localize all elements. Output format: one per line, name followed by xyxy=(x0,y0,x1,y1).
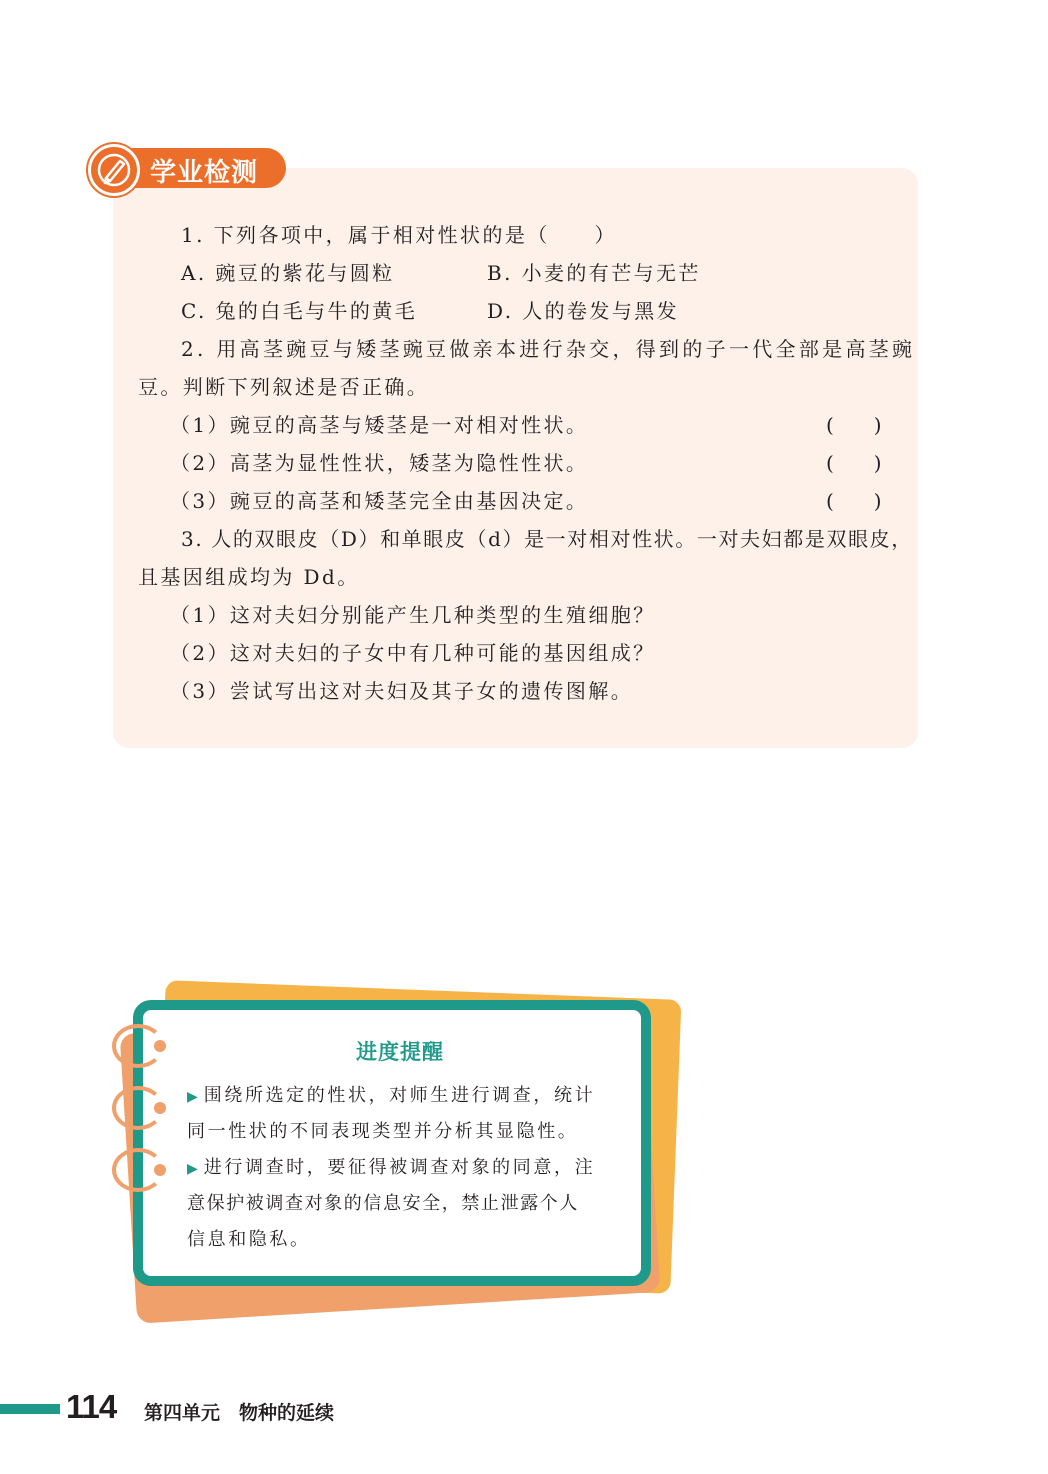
binder-ring-dot xyxy=(154,1040,166,1052)
section-title: 学业检测 xyxy=(150,158,259,188)
reminder-p2-line2: 意保护被调查对象的信息安全，禁止泄露个人 xyxy=(187,1193,579,1214)
q2-item-3-blank[interactable]: ( ) xyxy=(826,489,882,513)
footer-accent-bar xyxy=(0,1404,60,1414)
q3-stem-line1: 3. 人的双眼皮（D）和单眼皮（d）是一对相对性状。一对夫妇都是双眼皮， xyxy=(181,527,913,551)
q1-option-b: B. 小麦的有芒与无芒 xyxy=(487,261,701,285)
q3-item-1: （1）这对夫妇分别能产生几种类型的生殖细胞？ xyxy=(170,603,656,627)
q1-option-d: D. 人的卷发与黑发 xyxy=(487,299,680,323)
q2-item-1-blank[interactable]: ( ) xyxy=(826,413,882,437)
q2-stem-line2: 豆。判断下列叙述是否正确。 xyxy=(138,375,430,399)
reminder-title: 进度提醒 xyxy=(356,1040,444,1064)
reminder-p1-line2: 同一性状的不同表现类型并分析其显隐性。 xyxy=(187,1121,579,1142)
section-badge xyxy=(88,144,286,194)
q3-item-2: （2）这对夫妇的子女中有几种可能的基因组成？ xyxy=(170,641,656,665)
pencil-icon xyxy=(88,144,140,196)
q2-item-1: （1）豌豆的高茎与矮茎是一对相对性状。 xyxy=(170,413,589,437)
reminder-p2-line3: 信息和隐私。 xyxy=(187,1229,311,1250)
reminder-p1-line1: ▶ 围绕所选定的性状，对师生进行调查，统计 xyxy=(187,1085,596,1106)
binder-ring-dot xyxy=(154,1164,166,1176)
q3-item-3: （3）尝试写出这对夫妇及其子女的遗传图解。 xyxy=(170,679,634,703)
q2-item-2: （2）高茎为显性性状，矮茎为隐性性状。 xyxy=(170,451,589,475)
reminder-p2-line1: ▶ 进行调查时，要征得被调查对象的同意，注 xyxy=(187,1157,596,1178)
page-number: 114 xyxy=(66,1388,117,1425)
q2-item-3: （3）豌豆的高茎和矮茎完全由基因决定。 xyxy=(170,489,589,513)
q1-stem: 1. 下列各项中，属于相对性状的是（ ） xyxy=(181,223,617,247)
q3-stem-line2: 且基因组成均为 Dd。 xyxy=(138,565,360,589)
chapter-title: 第四单元 物种的延续 xyxy=(144,1402,335,1424)
q2-stem-line1: 2. 用高茎豌豆与矮茎豌豆做亲本进行杂交，得到的子一代全部是高茎豌 xyxy=(181,337,916,361)
binder-ring-dot xyxy=(154,1102,166,1114)
q1-option-a: A. 豌豆的紫花与圆粒 xyxy=(181,261,395,285)
q2-item-2-blank[interactable]: ( ) xyxy=(826,451,882,475)
triangle-bullet-icon: ▶ xyxy=(187,1161,198,1177)
triangle-bullet-icon: ▶ xyxy=(187,1089,198,1105)
q1-option-c: C. 兔的白毛与牛的黄毛 xyxy=(181,299,418,323)
